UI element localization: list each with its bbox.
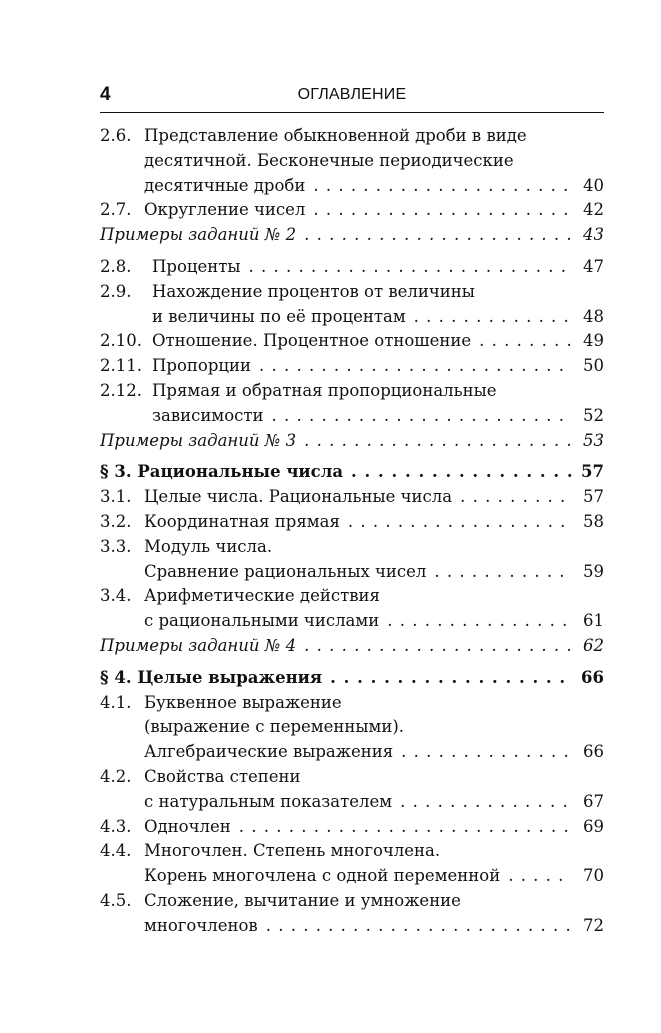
- toc-entry-title: десятичные дроби: [144, 175, 306, 195]
- toc-entry-title: Свойства степени: [144, 766, 301, 786]
- dot-leader: [393, 740, 572, 765]
- toc-line: [100, 223, 604, 248]
- toc-entry: [100, 379, 604, 429]
- toc-entry: [100, 255, 604, 280]
- dot-leader: [426, 560, 572, 585]
- toc-entry-title: (выражение с переменными).: [144, 717, 405, 737]
- running-title: ОГЛАВЛЕНИЕ: [297, 86, 407, 103]
- toc-line: [100, 790, 604, 815]
- toc-page-number: 50: [583, 356, 604, 376]
- toc-page-number: 72: [583, 915, 604, 935]
- toc-entry-title: Сложение, вычитание и умножение: [144, 890, 461, 910]
- toc-line: [100, 634, 604, 659]
- toc-entry: [100, 765, 604, 815]
- toc-entry: [100, 815, 604, 840]
- toc-entry: [100, 198, 604, 223]
- toc-entry-title: Пропорции: [152, 356, 251, 376]
- toc-entry-number: 3.4.: [100, 586, 132, 606]
- toc-entry-title: Арифметические действия: [144, 586, 380, 606]
- toc-page-number: 66: [583, 742, 604, 762]
- toc-entry-number: 3.1.: [100, 487, 132, 507]
- toc-entry: [100, 354, 604, 379]
- toc-entry-number: 3.2.: [100, 511, 132, 531]
- dot-leader: [264, 404, 573, 429]
- toc-page-number: 70: [583, 866, 604, 886]
- toc-line: [100, 715, 604, 740]
- toc-page-number: 53: [583, 430, 604, 450]
- toc-line: [100, 666, 604, 691]
- toc-entry-title: зависимости: [152, 405, 264, 425]
- toc-entry: [100, 485, 604, 510]
- toc-line: [100, 584, 604, 609]
- toc-entry-title: десятичной. Бесконечные периодические: [144, 150, 514, 170]
- toc-entry-title: Модуль числа.: [144, 536, 273, 556]
- toc-entry-number: 4.5.: [100, 890, 132, 910]
- toc-line: [100, 740, 604, 765]
- toc-line: [100, 124, 604, 149]
- dot-leader: [241, 255, 572, 280]
- toc-entry: [100, 124, 604, 198]
- toc-line: [100, 609, 604, 634]
- toc-entry: [100, 329, 604, 354]
- toc-line: [100, 429, 604, 454]
- toc-line: [100, 765, 604, 790]
- toc-entry: [100, 634, 604, 659]
- toc-entry-title: Буквенное выражение: [144, 692, 342, 712]
- toc-entry: [100, 691, 604, 765]
- toc-line: [100, 280, 604, 305]
- toc-page-number: 69: [583, 816, 604, 836]
- toc-line: [100, 560, 604, 585]
- toc-line: [100, 329, 604, 354]
- toc-entry-number: 2.12.: [100, 380, 142, 400]
- toc-line: [100, 914, 604, 939]
- toc-line: [100, 149, 604, 174]
- toc-page-number: 59: [583, 561, 604, 581]
- toc-page-number: 42: [583, 200, 604, 220]
- toc-entry: [100, 889, 604, 939]
- toc-entry-title: Проценты: [152, 256, 241, 276]
- toc-line: [100, 485, 604, 510]
- toc-page-number: 58: [583, 511, 604, 531]
- toc-line: [100, 305, 604, 330]
- toc-entry-number: 2.11.: [100, 356, 142, 376]
- dot-leader: [340, 510, 572, 535]
- toc-page-number: 67: [583, 791, 604, 811]
- toc-line: [100, 174, 604, 199]
- toc-page-number: 57: [581, 462, 604, 482]
- toc-page-number: 48: [583, 306, 604, 326]
- toc-entry: [100, 666, 604, 691]
- dot-leader: [392, 790, 572, 815]
- toc-page-number: 61: [583, 611, 604, 631]
- toc-entry-title: Координатная прямая: [144, 511, 340, 531]
- header-rule: [100, 112, 604, 113]
- toc-line: [100, 379, 604, 404]
- toc-entry-number: 3.3.: [100, 536, 132, 556]
- toc-entry-title: с натуральным показателем: [144, 791, 393, 811]
- toc-entry-title: Примеры заданий № 4: [100, 635, 297, 655]
- toc-entry-title: Прямая и обратная пропорциональные: [152, 380, 497, 400]
- dot-leader: [258, 914, 572, 939]
- toc-entry-number: 2.10.: [100, 331, 142, 351]
- toc-line: [100, 889, 604, 914]
- dot-leader: [452, 485, 572, 510]
- dot-leader: [406, 305, 572, 330]
- toc-entry-title: Отношение. Процентное отношение: [152, 331, 472, 351]
- toc-page-number: 57: [583, 487, 604, 507]
- toc-entry-number: 4.4.: [100, 841, 132, 861]
- toc-entry: [100, 584, 604, 634]
- table-of-contents: [100, 124, 604, 939]
- toc-line: [100, 198, 604, 223]
- dot-leader: [251, 354, 572, 379]
- dot-leader: [305, 198, 572, 223]
- toc-line: [100, 691, 604, 716]
- toc-entry-title: Примеры заданий № 2: [100, 225, 297, 245]
- toc-entry: [100, 839, 604, 889]
- toc-entry-title: Примеры заданий № 3: [100, 430, 297, 450]
- toc-entry-number: 4.2.: [100, 766, 132, 786]
- toc-line: [100, 354, 604, 379]
- toc-line: [100, 839, 604, 864]
- toc-entry: [100, 460, 604, 485]
- dot-leader: [296, 634, 572, 659]
- dot-leader: [471, 329, 572, 354]
- toc-page-number: 47: [583, 256, 604, 276]
- page-number: 4: [100, 84, 111, 105]
- toc-line: [100, 510, 604, 535]
- toc-line: [100, 815, 604, 840]
- toc-line: [100, 460, 604, 485]
- toc-entry-title: Целые числа. Рациональные числа: [144, 487, 453, 507]
- page-header: [100, 84, 604, 112]
- toc-entry: [100, 223, 604, 248]
- toc-entry-title: § 3. Рациональные числа: [100, 462, 344, 482]
- toc-entry-number: 4.1.: [100, 692, 132, 712]
- toc-entry: [100, 535, 604, 585]
- toc-entry-title: Нахождение процентов от величины: [152, 281, 475, 301]
- toc-line: [100, 255, 604, 280]
- toc-entry-title: Многочлен. Степень многочлена.: [144, 841, 441, 861]
- toc-entry-title: § 4. Целые выражения: [100, 667, 323, 687]
- toc-entry-title: Одночлен: [144, 816, 231, 836]
- toc-entry-title: Корень многочлена с одной переменной: [144, 866, 501, 886]
- toc-entry-number: 2.9.: [100, 281, 132, 301]
- toc-page-number: 62: [583, 635, 604, 655]
- dot-leader: [379, 609, 572, 634]
- toc-entry-title: многочленов: [144, 915, 258, 935]
- dot-leader: [296, 223, 572, 248]
- toc-page-number: 52: [583, 405, 604, 425]
- toc-entry-title: с рациональными числами: [144, 611, 380, 631]
- toc-line: [100, 404, 604, 429]
- toc-entry-title: Представление обыкновенной дроби в виде: [144, 126, 527, 145]
- dot-leader: [322, 666, 572, 691]
- toc-entry: [100, 280, 604, 330]
- toc-entry-title: Сравнение рациональных чисел: [144, 561, 427, 581]
- toc-page-number: 40: [583, 175, 604, 195]
- dot-leader: [296, 429, 572, 454]
- toc-entry-number: 4.3.: [100, 816, 132, 836]
- toc-page-number: 49: [583, 331, 604, 351]
- toc-page-number: 43: [583, 225, 604, 245]
- toc-line: [100, 864, 604, 889]
- toc-entry-title: Округление чисел: [144, 200, 306, 220]
- toc-entry-number: 2.8.: [100, 256, 132, 276]
- dot-leader: [500, 864, 572, 889]
- dot-leader: [231, 815, 572, 840]
- toc-entry-title: Алгебраические выражения: [144, 742, 394, 762]
- dot-leader: [343, 460, 572, 485]
- toc-entry-number: 2.7.: [100, 200, 132, 220]
- toc-page-number: 66: [581, 667, 604, 687]
- toc-line: [100, 535, 604, 560]
- toc-entry-number: 2.6.: [100, 126, 132, 145]
- dot-leader: [305, 174, 572, 199]
- toc-entry: [100, 510, 604, 535]
- toc-entry: [100, 429, 604, 454]
- toc-entry-title: и величины по её процентам: [152, 306, 406, 326]
